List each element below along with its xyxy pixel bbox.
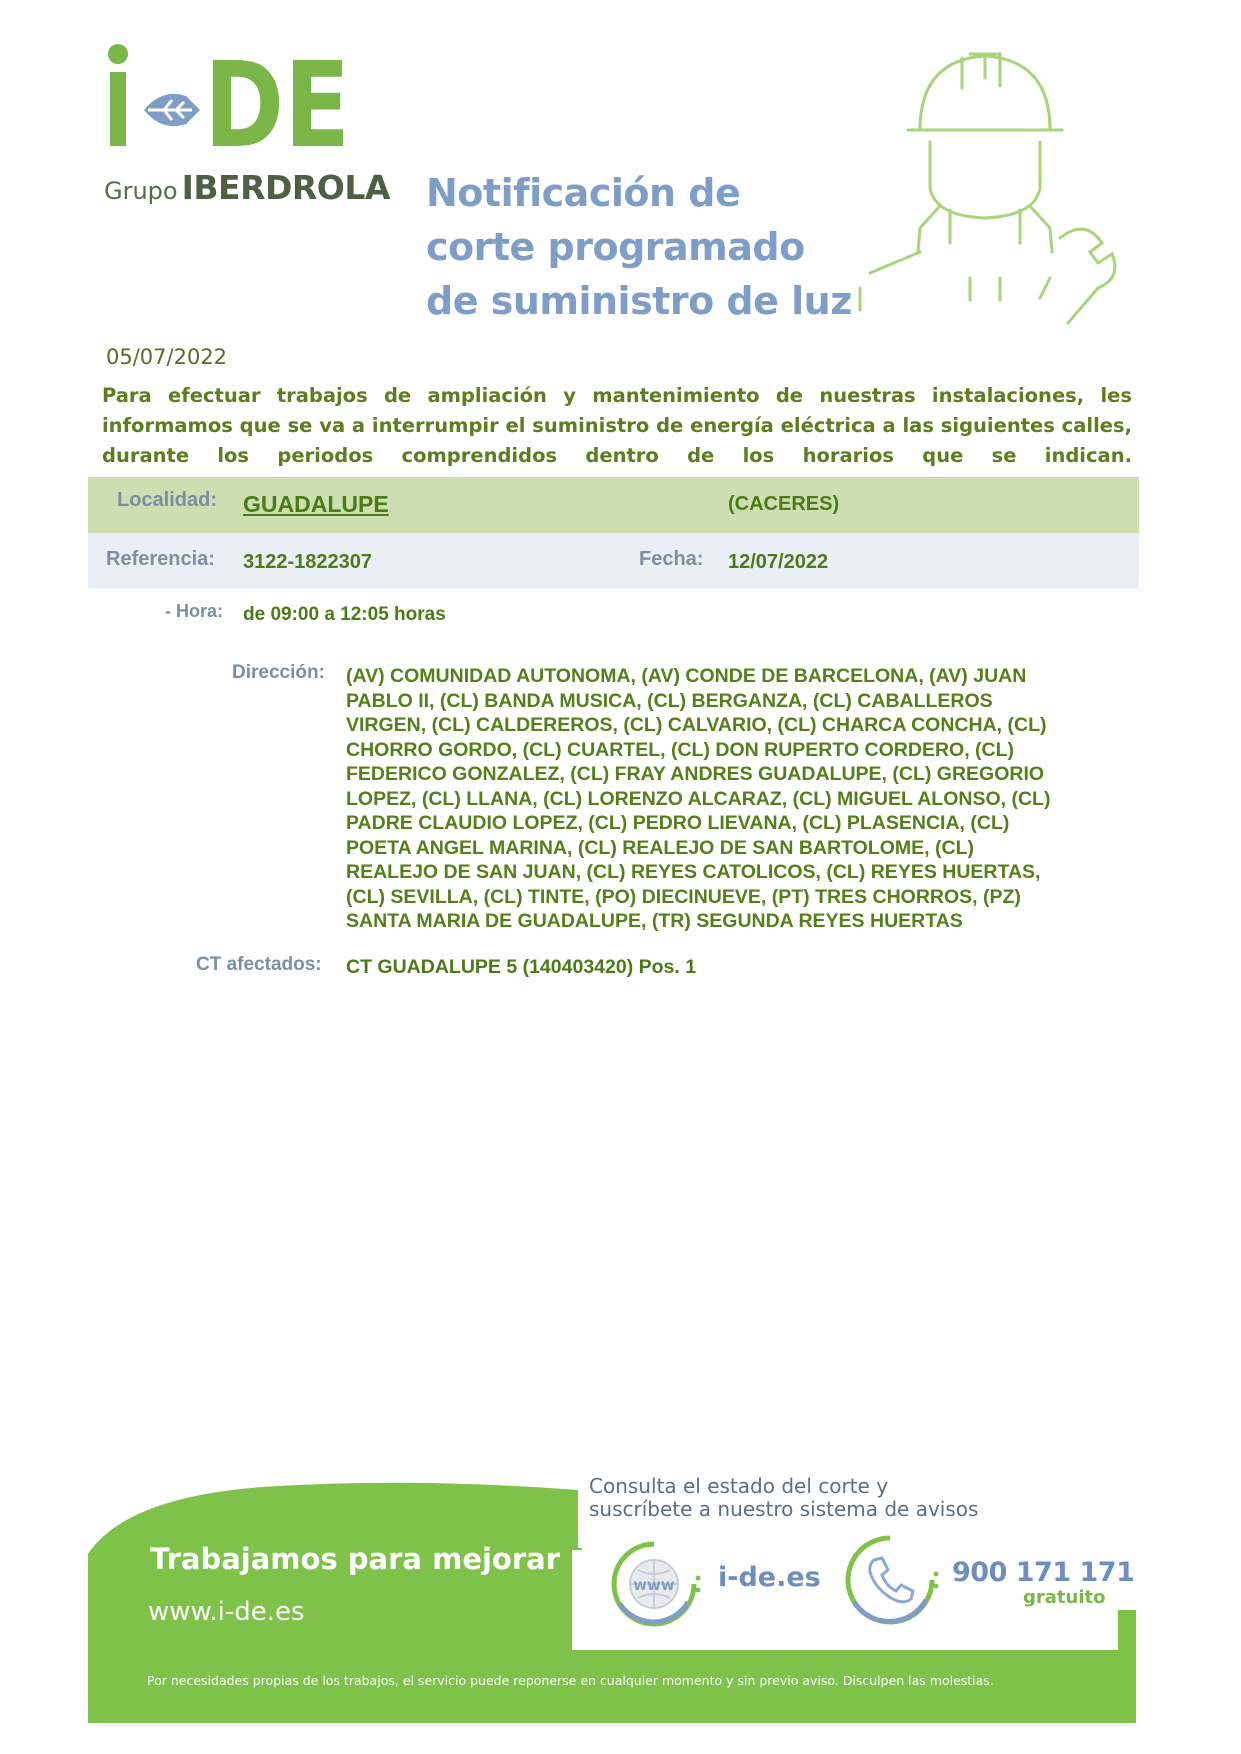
direccion-line: PADRE CLAUDIO LOPEZ, (CL) PEDRO LIEVANA, (CL) PLASENCIA, (CL) — [346, 812, 1010, 834]
direccion-line: SANTA MARIA DE GUADALUPE, (TR) SEGUNDA REYES HUERTAS — [346, 910, 963, 932]
direccion-line: LOPEZ, (CL) LLANA, (CL) LORENZO ALCARAZ, (CL) MIGUEL ALONSO, (CL) — [346, 787, 1051, 810]
direccion-line: VIRGEN, (CL) CALDEREROS, (CL) CALVARIO, (CL) CHARCA CONCHA, (CL) — [346, 714, 1047, 736]
footer-disclaimer: Por necesidades propias de los trabajos, el servicio puede reponerse en cualquier momento y sin previo aviso. Disculpen las molestias. — [147, 1673, 994, 1688]
localidad-value[interactable]: GUADALUPE — [243, 491, 389, 517]
group-name — [104, 168, 390, 207]
referencia-value: 3122-1822307 — [243, 551, 373, 573]
direccion-line: (AV) COMUNIDAD AUTONOMA, (AV) CONDE DE BARCELONA, (AV) JUAN — [346, 665, 1027, 687]
worker-helmet-icon — [850, 38, 1140, 328]
footer-phone[interactable]: 900 171 171 — [952, 1557, 1135, 1588]
title-line-2: corte programado — [426, 225, 805, 269]
referencia-label: Referencia: — [106, 548, 215, 570]
direccion-line: FEDERICO GONZALEZ, (CL) FRAY ANDRES GUADALUPE, (CL) GREGORIO — [346, 763, 1045, 785]
direccion-line: REALEJO DE SAN JUAN, (CL) REYES CATOLICOS, (CL) REYES HUERTAS, — [346, 861, 1041, 883]
globe-icon — [608, 1538, 700, 1630]
title-line-3: de suministro de luz — [426, 279, 852, 323]
consulta-line-1: Consulta el estado del corte y — [589, 1474, 889, 1498]
hora-label: - Hora: — [165, 601, 223, 621]
logo-de-text: DE — [204, 36, 350, 174]
ct-value: CT GUADALUPE 5 (140403420) Pos. 1 — [346, 956, 697, 978]
direccion-label: Dirección: — [232, 662, 325, 683]
group-brand: IBERDROLA — [181, 168, 390, 207]
notice-date: 05/07/2022 — [106, 345, 228, 369]
direccion-line: POETA ANGEL MARINA, (CL) REALEJO DE SAN BARTOLOME, (CL) — [346, 836, 974, 859]
notice-title — [426, 166, 852, 328]
group-prefix: Grupo — [104, 177, 178, 205]
footer-web-link[interactable]: i-de.es — [718, 1562, 821, 1593]
fecha-label: Fecha: — [639, 548, 704, 570]
ct-label: CT afectados: — [196, 954, 322, 975]
ide-logo — [104, 36, 350, 174]
footer-phone-note: gratuito — [1023, 1587, 1106, 1608]
fecha-value: 12/07/2022 — [728, 551, 829, 573]
footer-consulta — [589, 1475, 978, 1521]
direccion-list — [346, 664, 1106, 934]
provincia-value: (CACERES) — [728, 493, 840, 515]
www-icon-text: www — [633, 1576, 675, 1594]
footer-website[interactable]: www.i-de.es — [148, 1597, 305, 1627]
hora-value: de 09:00 a 12:05 horas — [243, 604, 446, 625]
phone-icon — [842, 1532, 938, 1628]
title-line-1: Notificación de — [426, 171, 741, 215]
intro-paragraph: Para efectuar trabajos de ampliación y mantenimiento de nuestras instalaciones, les informamos que se va a interrumpir el suministro de energía eléctrica a las siguientes calles, durante los periodos comprendidos dentro de los horarios que se indican. — [102, 384, 1132, 467]
localidad-label: Localidad: — [117, 489, 218, 511]
consulta-line-2: suscríbete a nuestro sistema de avisos — [589, 1497, 979, 1521]
direccion-line: (CL) SEVILLA, (CL) TINTE, (PO) DIECINUEVE, (PT) TRES CHORROS, (PZ) — [346, 885, 1021, 908]
direccion-line: CHORRO GORDO, (CL) CUARTEL, (CL) DON RUPERTO CORDERO, (CL) — [346, 738, 1015, 761]
direccion-line: PABLO II, (CL) BANDA MUSICA, (CL) BERGANZA, (CL) CABALLEROS — [346, 689, 993, 712]
footer-slogan: Trabajamos para mejorar — [150, 1542, 561, 1576]
